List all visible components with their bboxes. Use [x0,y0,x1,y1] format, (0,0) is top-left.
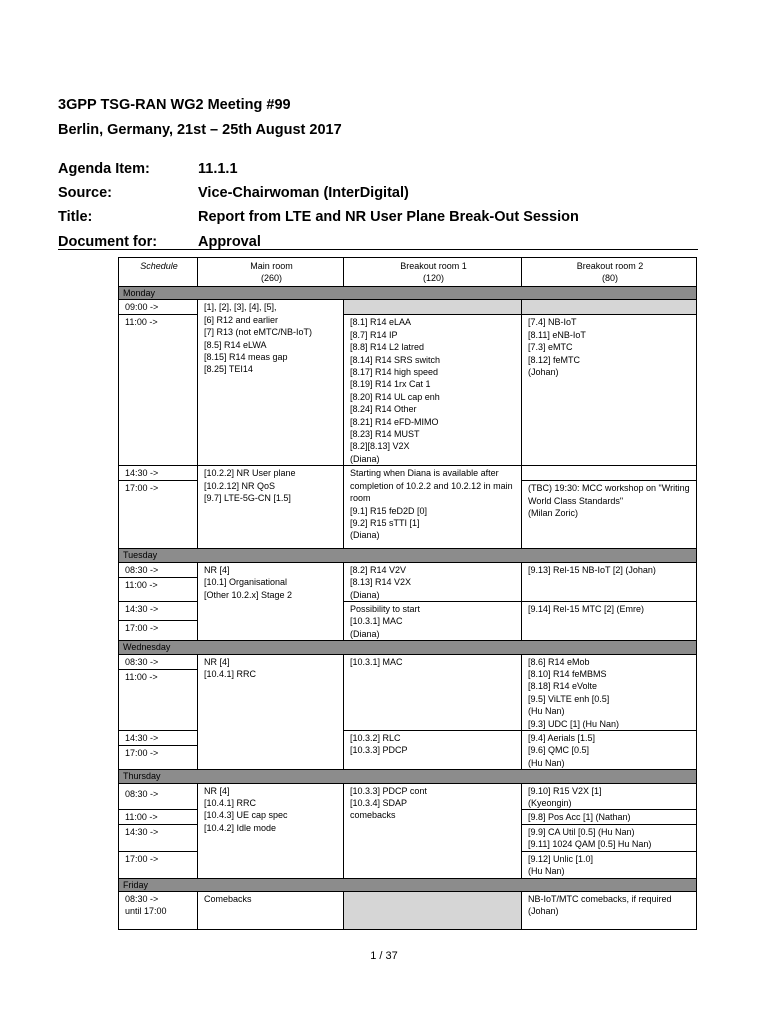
time-cell: 14:30 -> [119,824,198,851]
day-row-thursday [119,770,697,783]
table-row [119,654,697,669]
day-label: Monday [119,287,697,300]
schedule-table [118,257,697,930]
main-room-column-header: Main room (260) [198,258,344,287]
monday-breakout-1-afternoon: Starting when Diana is available after completion of 10.2.2 and 10.2.12 in main room [9.1] R15 feD2D [0] [9.2] R15 sTTI [1] (Diana) [344,466,522,549]
thursday-breakout-2-1100: [9.8] Pos Acc [1] (Nathan) [522,810,697,824]
agenda-item-value: 11.1.1 [198,161,238,177]
meeting-location: Berlin, Germany, 21st – 25th August 2017 [58,122,342,138]
table-row [119,892,697,930]
document-for-value: Approval [198,234,261,250]
day-row-tuesday [119,549,697,562]
time-cell: 11:00 -> [119,315,198,466]
time-cell: 08:30 -> until 17:00 [119,892,198,930]
monday-main-room-afternoon: [10.2.2] NR User plane [10.2.12] NR QoS [9.7] LTE-5G-CN [1.5] [198,466,344,549]
time-cell: 08:30 -> [119,783,198,810]
page-number: 1 / 37 [370,950,398,962]
time-cell: 11:00 -> [119,810,198,824]
wednesday-main-room: NR [4] [10.4.1] RRC [198,654,344,770]
time-cell: 17:00 -> [119,851,198,878]
breakout-room-1-column-header: Breakout room 1 (120) [344,258,522,287]
source-value: Vice-Chairwoman (InterDigital) [198,185,409,201]
thursday-breakout-1: [10.3.3] PDCP cont [10.3.4] SDAP comebacks [344,783,522,878]
time-cell: 11:00 -> [119,578,198,602]
empty-cell [522,466,697,481]
tuesday-breakout-2-afternoon: [9.14] Rel-15 MTC [2] (Emre) [522,601,697,640]
schedule-column-header: Schedule [119,258,198,287]
day-label: Thursday [119,770,697,783]
agenda-item-label: Agenda Item: [58,161,150,177]
time-cell: 14:30 -> [119,730,198,745]
day-label: Friday [119,878,697,891]
time-cell: 08:30 -> [119,562,198,577]
tuesday-breakout-2-morning: [9.13] Rel-15 NB-IoT [2] (Johan) [522,562,697,601]
time-cell: 14:30 -> [119,466,198,481]
wednesday-breakout-1-morning: [10.3.1] MAC [344,654,522,730]
wednesday-breakout-1-afternoon: [10.3.2] RLC [10.3.3] PDCP [344,730,522,769]
monday-breakout-2-morning: [7.4] NB-IoT [8.11] eNB-IoT [7.3] eMTC [8.12] feMTC (Johan) [522,315,697,466]
time-cell: 17:00 -> [119,746,198,770]
tuesday-breakout-1-afternoon: Possibility to start [10.3.1] MAC (Diana) [344,601,522,640]
title-value: Report from LTE and NR User Plane Break-Out Session [198,209,579,225]
tuesday-main-room: NR [4] [10.1] Organisational [Other 10.2.x] Stage 2 [198,562,344,640]
empty-cell [344,892,522,930]
thursday-breakout-2-0830: [9.10] R15 V2X [1] (Kyeongin) [522,783,697,810]
day-row-friday [119,878,697,891]
thursday-breakout-2-1430: [9.9] CA Util [0.5] (Hu Nan) [9.11] 1024 QAM [0.5] Hu Nan) [522,824,697,851]
day-label: Wednesday [119,641,697,654]
thursday-main-room: NR [4] [10.4.1] RRC [10.4.3] UE cap spec [10.4.2] Idle mode [198,783,344,878]
table-row [119,562,697,577]
monday-breakout-1-morning: [8.1] R14 eLAA [8.7] R14 IP [8.8] R14 L2 latred [8.14] R14 SRS switch [8.17] R14 high speed [8.19] R14 1rx Cat 1 [8.20] R14 UL cap enh [8.24] R14 Other [8.21] R14 eFD-MIMO [8.23] R14 MUST [8.2][8.13] V2X (Diana) [344,315,522,466]
friday-main-room: Comebacks [198,892,344,930]
breakout-room-2-column-header: Breakout room 2 (80) [522,258,697,287]
empty-cell [344,300,522,315]
table-row [119,466,697,481]
time-cell: 17:00 -> [119,481,198,549]
time-cell: 09:00 -> [119,300,198,315]
table-row [119,783,697,810]
header-rule [58,249,698,250]
source-label: Source: [58,185,112,201]
meeting-title: 3GPP TSG-RAN WG2 Meeting #99 [58,97,291,113]
table-row [119,300,697,315]
wednesday-breakout-2-afternoon: [9.4] Aerials [1.5] [9.6] QMC [0.5] (Hu Nan) [522,730,697,769]
friday-breakout-2: NB-IoT/MTC comebacks, if required (Johan) [522,892,697,930]
document-for-label: Document for: [58,234,158,250]
monday-breakout-2-evening: (TBC) 19:30: MCC workshop on "Writing World Class Standards" (Milan Zoric) [522,481,697,549]
day-row-monday [119,287,697,300]
time-cell: 14:30 -> [119,601,198,620]
tuesday-breakout-1-morning: [8.2] R14 V2V [8.13] R14 V2X (Diana) [344,562,522,601]
time-cell: 11:00 -> [119,669,198,730]
title-label: Title: [58,209,93,225]
time-cell: 08:30 -> [119,654,198,669]
monday-main-room-morning: [1], [2], [3], [4], [5], [6] R12 and earlier [7] R13 (not eMTC/NB-IoT) [8.5] R14 eLWA [8.15] R14 meas gap [8.25] TEI14 [198,300,344,466]
day-label: Tuesday [119,549,697,562]
day-row-wednesday [119,641,697,654]
table-header-row [119,258,697,287]
thursday-breakout-2-1700: [9.12] Unlic [1.0] (Hu Nan) [522,851,697,878]
empty-cell [522,300,697,315]
wednesday-breakout-2-morning: [8.6] R14 eMob [8.10] R14 feMBMS [8.18] R14 eVolte [9.5] ViLTE enh [0.5] (Hu Nan) [9.3] UDC [1] (Hu Nan) [522,654,697,730]
time-cell: 17:00 -> [119,620,198,640]
